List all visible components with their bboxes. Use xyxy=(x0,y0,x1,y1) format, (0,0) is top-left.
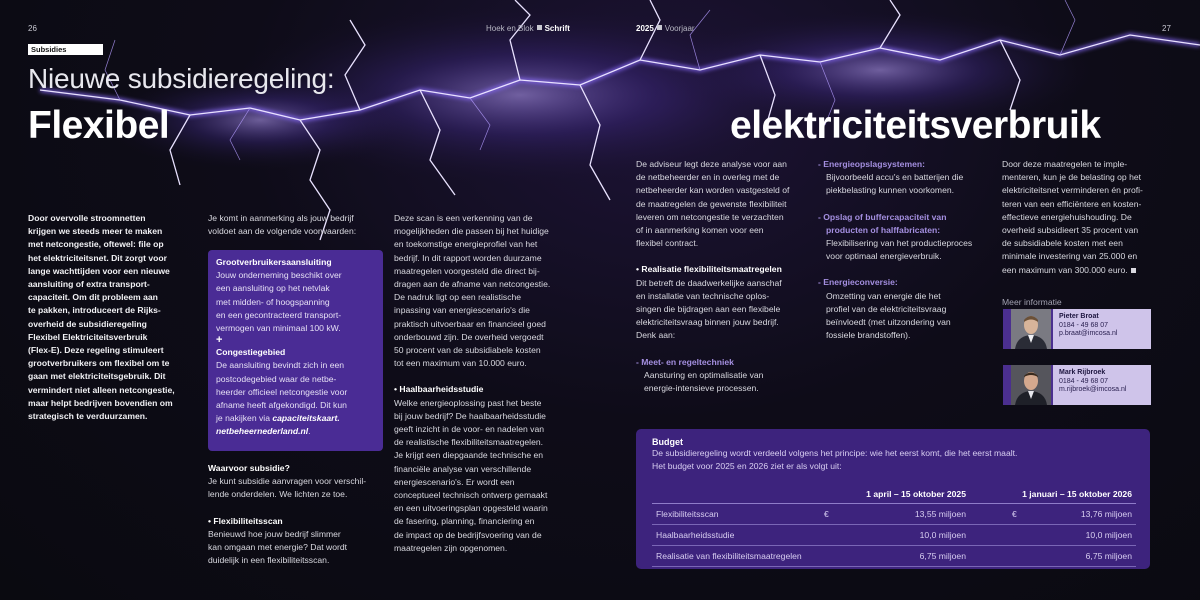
avatar xyxy=(1011,309,1051,349)
text-line: effectieve energiehuishouding. De xyxy=(1002,211,1132,222)
text-line xyxy=(1002,264,1174,277)
text-line: Flexibilisering van het productieproces xyxy=(826,238,973,249)
square-bullet-icon xyxy=(657,25,662,30)
intro-line: Flexibel Elektriciteitsverbruik xyxy=(28,331,148,342)
title-word-right: elektriciteitsverbruik xyxy=(730,104,1101,147)
text-line: De nadruk ligt op een realistische xyxy=(394,292,522,303)
paragraph xyxy=(208,528,388,568)
sub-heading xyxy=(818,211,998,237)
row-label: Haalbaarheidsstudie xyxy=(652,525,820,546)
row-label: Flexibiliteitsscan xyxy=(652,504,820,525)
square-bullet-icon xyxy=(537,25,542,30)
row-value-2026 xyxy=(970,546,1136,567)
text-line: een aansluiting op het netvlak xyxy=(216,283,330,294)
text-line: de fasering, planning, financiering en xyxy=(394,516,535,527)
table-row xyxy=(652,525,1136,546)
table-header-col2: 1 januari – 15 oktober 2026 xyxy=(970,487,1136,504)
text-line: tot een maximum van 10.000 euro. xyxy=(394,358,527,369)
capaciteitskaart-link[interactable]: capaciteitskaart. xyxy=(272,413,340,424)
text-line: Jouw onderneming beschikt over xyxy=(216,270,342,281)
row-value-2026 xyxy=(970,525,1136,546)
intro-line: (Flex-E). Deze regeling stimuleert xyxy=(28,345,164,356)
row-value-2025 xyxy=(820,546,970,567)
avatar xyxy=(1011,365,1051,405)
text-line: profiel van de elektriciteitsvraag xyxy=(826,303,947,314)
currency-symbol: € xyxy=(824,509,829,519)
contact-info xyxy=(1053,309,1151,349)
paragraph xyxy=(636,158,816,250)
text-line: minimale investering van 25.000 en xyxy=(1002,251,1138,262)
text-line: praktisch uitvoerbaar en financieel goed xyxy=(394,318,546,329)
text-line: geeft inzicht in de voor- en nadelen van xyxy=(394,424,545,435)
condition-heading: Congestiegebied xyxy=(216,347,286,358)
text-line: Denk aan: xyxy=(636,330,676,341)
text-line: voor optimaal energieverbruik. xyxy=(826,251,942,262)
amount: 13,55 miljoen xyxy=(914,509,966,519)
intro-line: lange wachttijden voor een nieuwe xyxy=(28,265,170,276)
text-line: Je komt in aanmerking als jouw bedrijf xyxy=(208,213,354,223)
intro-line: gaan met elektriciteitsgebruik. Dit xyxy=(28,371,166,382)
paragraph xyxy=(818,290,998,343)
text-line: maatregelen zijn opgenomen. xyxy=(394,542,508,553)
intro-line: maar helpt bedrijven bovendien om xyxy=(28,397,173,408)
waarvoor-section xyxy=(208,462,388,567)
paragraph xyxy=(208,475,388,501)
condition-body xyxy=(216,359,375,438)
person-photo-icon xyxy=(1011,365,1051,405)
text-line: mogelijkheden die passen bij het huidige xyxy=(394,226,549,237)
text-line: menteren, kun je de belasting op het xyxy=(1002,172,1142,183)
intro-line: grootverbruikers om flexibel om te xyxy=(28,358,170,369)
text-line: Benieuwd hoe jouw bedrijf slimmer xyxy=(208,528,341,539)
contact-phone[interactable]: 0184 - 49 68 07 xyxy=(1059,377,1109,385)
text-line: of in aanmerking komen voor een xyxy=(636,225,764,236)
text-line: elektriciteitsnet verminderen én profi- xyxy=(1002,185,1143,196)
text-line: vermogen van minimaal 100 kW. xyxy=(216,323,341,334)
text-line: heerder officieel netcongestie voor xyxy=(216,386,348,397)
contact-card xyxy=(1003,365,1151,405)
column-3 xyxy=(394,212,576,555)
contact-info xyxy=(1053,365,1151,405)
plus-icon: + xyxy=(216,334,223,347)
intro-line: te pakken, introduceert de Rijks- xyxy=(28,305,161,316)
condition-heading: Grootverbruikersaansluiting xyxy=(216,257,332,267)
text-line: afname heeft afgekondigd. Dit kun xyxy=(216,400,347,411)
contact-name: Pieter Broat xyxy=(1059,313,1099,320)
running-header-left xyxy=(486,24,570,33)
text-line: 50 procent van de subsidiabele kosten xyxy=(394,345,541,356)
text-line: en installatie van technische oplos- xyxy=(636,290,770,301)
text-line: Aansturing en optimalisatie van xyxy=(644,369,764,380)
amount: 13,76 miljoen xyxy=(1080,509,1132,519)
text-line: energiescenario's. Er wordt een xyxy=(394,476,515,487)
column-6 xyxy=(1002,158,1174,277)
intro-line: het elektriciteitsnet. Dit zorgt voor xyxy=(28,252,167,263)
text-line: Omzetting van energie die het xyxy=(826,290,941,301)
text-line: Dit betreft de daadwerkelijke aanschaf xyxy=(636,277,782,288)
text-fragment: je nakijken via xyxy=(216,413,270,424)
table-header-empty xyxy=(652,487,820,504)
intro-line: vermindert niet alleen netcongestie, xyxy=(28,384,175,395)
budget-box xyxy=(636,429,1150,569)
text-line: fossiele brandstoffen). xyxy=(826,330,911,341)
text-line: overheid subsidieert 35 procent van xyxy=(1002,225,1139,236)
contact-name: Mark Rijbroek xyxy=(1059,369,1106,376)
intro-line: aansluiting of extra transport- xyxy=(28,279,150,290)
section-heading: • Haalbaarheidsstudie xyxy=(394,384,484,395)
paragraph xyxy=(636,369,816,395)
contact-phone[interactable]: 0184 - 49 68 07 xyxy=(1059,321,1109,329)
intro-line: overheid de subsidieregeling xyxy=(28,318,147,329)
text-line: conceptueel technisch ontwerp gemaakt xyxy=(394,490,548,501)
text-line: leveren om netcongestie te verzachten xyxy=(636,211,784,222)
text-line: elektriciteitsvraag binnen jouw bedrijf. xyxy=(636,317,779,328)
text-line: onderbouwd zijn. De overheid vergoedt xyxy=(394,331,544,342)
page-number-right: 27 xyxy=(1162,24,1171,33)
running-header-right-b: Voorjaar xyxy=(664,24,695,33)
text-line: kan omgaan met energie? Dat wordt xyxy=(208,542,348,553)
text-line xyxy=(216,425,375,438)
text-line: piekbelasting kunnen voorkomen. xyxy=(826,185,955,196)
row-value-2025 xyxy=(820,504,970,525)
text-line: de impact op de bedrijfsvoering van de xyxy=(394,529,542,540)
text-line: singen die bijdragen aan een flexibele xyxy=(636,304,781,315)
paragraph xyxy=(394,212,576,370)
table-row xyxy=(652,546,1136,567)
table-header-row xyxy=(652,487,1136,504)
paragraph xyxy=(636,277,816,343)
amount: 10,0 miljoen xyxy=(919,530,966,540)
running-header-right-a: 2025 xyxy=(636,24,654,33)
text-line: en een uitvoeringsplan opgesteld waarin xyxy=(394,503,548,514)
contact-email[interactable]: p.braat@imcosa.nl xyxy=(1059,330,1118,338)
text-line: De adviseur legt deze analyse voor aan xyxy=(636,159,787,169)
intro-line: strategisch te verduurzamen. xyxy=(28,411,148,422)
text-line: energie-intensieve processen. xyxy=(644,383,759,394)
text-line: De aansluiting bevindt zich in een xyxy=(216,360,345,371)
row-label: Realisatie van flexibiliteitsmaatregelen xyxy=(652,546,820,567)
row-value-2026 xyxy=(970,504,1136,525)
budget-table xyxy=(652,487,1136,567)
currency-symbol: € xyxy=(1012,509,1017,519)
conditions-intro xyxy=(208,212,388,238)
intro-line: krijgen we steeds meer te maken xyxy=(28,226,163,237)
amount: 6,75 miljoen xyxy=(1085,551,1132,561)
budget-title: Budget xyxy=(652,437,683,447)
netbeheer-link[interactable]: netbeheernederland.nl xyxy=(216,426,309,437)
section-heading: • Realisatie flexibiliteitsmaatregelen xyxy=(636,264,782,275)
text-line: Je kunt subsidie aanvragen voor verschil- xyxy=(208,476,367,487)
title-line-1: Nieuwe subsidieregeling: xyxy=(28,63,335,94)
text-line: Je krijgt een diepgaande technische en xyxy=(394,450,544,461)
sub-heading: - Energieconversie: xyxy=(818,277,898,288)
table-header-col1: 1 april – 15 oktober 2025 xyxy=(820,487,970,504)
condition-body xyxy=(216,269,375,335)
text-line: en een gecontracteerd transport- xyxy=(216,309,342,320)
text-line: de realistische flexibiliteitsmaatregelen. xyxy=(394,437,544,448)
row-value-2025 xyxy=(820,525,970,546)
intro-line: capaciteit. Om dit probleem aan xyxy=(28,292,158,303)
budget-intro-2: Het budget voor 2025 en 2026 ziet er als volgt uit: xyxy=(652,460,842,471)
section-heading: Waarvoor subsidie? xyxy=(208,463,290,473)
text-line: en toekomstige energieprofiel van het xyxy=(394,239,538,250)
intro-paragraph xyxy=(28,212,198,423)
text-line: postcodegebied waar de netbe- xyxy=(216,373,337,384)
text-line: maatregelen voorgesteld die direct bij- xyxy=(394,265,540,276)
section-heading: • Flexibiliteitsscan xyxy=(208,515,283,526)
intro-line: Door overvolle stroomnetten xyxy=(28,213,146,223)
text-line: Bijvoorbeeld accu's en batterijen die xyxy=(826,172,964,183)
text-fragment: een maximum van 300.000 euro. xyxy=(1002,264,1128,275)
text-line: de maatregelen de gewenste flexibiliteit xyxy=(636,198,787,209)
text-line: dragen aan de afname van netcongestie. xyxy=(394,279,551,290)
text-line: de netbeheerder en in overleg met de xyxy=(636,172,780,183)
section-tag: Subsidies xyxy=(28,44,103,55)
text-line: beïnvloedt (met uitzondering van xyxy=(826,317,951,328)
text-line: voldoet aan de volgende voorwaarden: xyxy=(208,226,357,237)
column-4 xyxy=(636,158,816,395)
running-header-left-a: Hoek en Blok xyxy=(486,24,534,33)
sub-heading: - Meet- en regeltechniek xyxy=(636,356,734,367)
title-word-left: Flexibel xyxy=(28,104,170,147)
person-photo-icon xyxy=(1011,309,1051,349)
amount: 10,0 miljoen xyxy=(1085,530,1132,540)
paragraph xyxy=(818,171,998,197)
running-header-left-b: Schrift xyxy=(544,24,570,33)
text-line: teren van een efficiëntere en kosten- xyxy=(1002,198,1142,209)
running-header-right xyxy=(636,24,695,33)
page-number-left: 26 xyxy=(28,24,37,33)
paragraph xyxy=(394,397,576,555)
column-5 xyxy=(818,158,998,342)
text-line: de subsidiabele kosten met een xyxy=(1002,238,1123,249)
contact-email[interactable]: m.rijbroek@imcosa.nl xyxy=(1059,386,1127,394)
paragraph xyxy=(818,237,998,263)
intro-line: met netcongestie, oftewel: file op xyxy=(28,239,164,250)
text-line: financiële analyse van verschillende xyxy=(394,463,532,474)
table-row xyxy=(652,504,1136,525)
text-line: Door deze maatregelen te imple- xyxy=(1002,159,1128,169)
sub-heading: - Energieopslagsystemen: xyxy=(818,159,925,169)
text-line: producten of halffabricaten: xyxy=(826,224,941,235)
text-line: bij jouw bedrijf? De haalbaarheidsstudie xyxy=(394,410,546,421)
text-line: netbeheerder kan worden vastgesteld of xyxy=(636,185,790,196)
text-line: met midden- of hoogspanning xyxy=(216,296,330,307)
text-line: duidelijk in een flexibiliteitsscan. xyxy=(208,555,330,566)
text-line xyxy=(216,412,375,425)
more-info-label: Meer informatie xyxy=(1002,297,1062,307)
text-line: Deze scan is een verkenning van de xyxy=(394,213,533,223)
end-mark-icon xyxy=(1131,268,1136,273)
text-line: - Opslag of buffercapaciteit van xyxy=(818,211,947,222)
contact-card xyxy=(1003,309,1151,349)
text-line: bedrijf. In dit rapport worden duurzame xyxy=(394,252,542,263)
budget-intro-1: De subsidieregeling wordt verdeeld volgens het principe: wie het eerst komt, die het eerst maalt. xyxy=(652,448,1018,458)
conditions-box xyxy=(208,250,383,451)
text-line: lende onderdelen. We lichten ze toe. xyxy=(208,489,348,500)
text-line: Welke energieoplossing past het beste xyxy=(394,397,542,408)
amount: 6,75 miljoen xyxy=(919,551,966,561)
text-fragment: . xyxy=(308,426,311,437)
text-line: flexibel contract. xyxy=(636,238,699,249)
text-line: inpassing van energiescenario's die xyxy=(394,305,530,316)
